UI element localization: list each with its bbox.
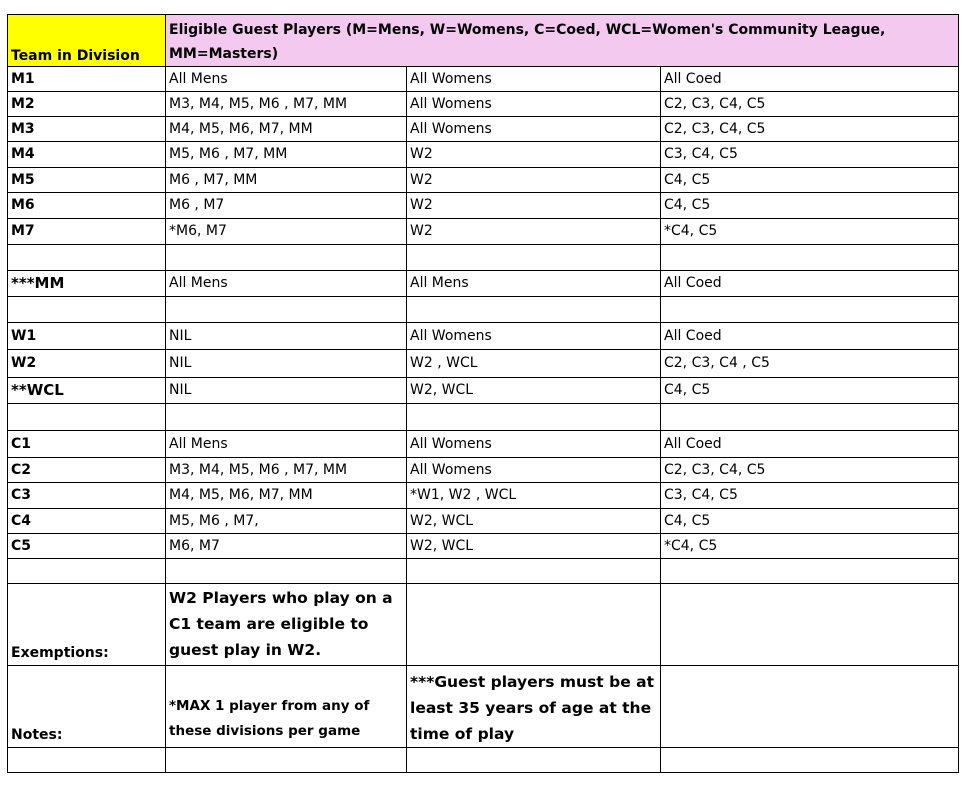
division-cell <box>8 559 166 584</box>
table-row-wcl <box>8 378 959 404</box>
eligible-guest-players-header: Eligible Guest Players (M=Mens, W=Womens, C=Coed, WCL=Women's Community League, MM=Masters) <box>166 15 959 67</box>
mens-eligible-cell: M3, M4, M5, M6 , M7, MM <box>166 458 407 483</box>
womens-eligible-cell: W2 <box>407 219 661 245</box>
division-cell <box>8 245 166 271</box>
coed-eligible-cell: *C4, C5 <box>661 534 959 559</box>
age-requirement-note: ***Guest players must be at least 35 years of age at the time of play <box>407 666 661 748</box>
coed-eligible-cell: C4, C5 <box>661 168 959 193</box>
womens-eligible-cell: W2 , WCL <box>407 350 661 378</box>
mens-eligible-cell: All Mens <box>166 67 407 92</box>
table-row-c2 <box>8 458 959 483</box>
division-cell: C3 <box>8 483 166 509</box>
coed-eligible-cell <box>661 559 959 584</box>
empty-cell <box>407 748 661 773</box>
table-row-m6 <box>8 193 959 219</box>
mens-eligible-cell: M5, M6 , M7, MM <box>166 142 407 168</box>
coed-eligible-cell: C2, C3, C4, C5 <box>661 92 959 117</box>
exemptions-label: Exemptions: <box>8 584 166 666</box>
empty-cell <box>8 748 166 773</box>
mens-eligible-cell <box>166 245 407 271</box>
coed-eligible-cell: C4, C5 <box>661 509 959 534</box>
table-row-c5 <box>8 534 959 559</box>
mens-eligible-cell: M4, M5, M6, M7, MM <box>166 483 407 509</box>
exemptions-text: W2 Players who play on a C1 team are eligible to guest play in W2. <box>166 584 407 666</box>
table-row-mm <box>8 271 959 297</box>
table-row-w1 <box>8 323 959 350</box>
womens-eligible-cell <box>407 559 661 584</box>
mens-eligible-cell <box>166 404 407 431</box>
team-in-division-header: Team in Division <box>8 15 166 67</box>
coed-eligible-cell: All Coed <box>661 431 959 458</box>
table-row-m2 <box>8 92 959 117</box>
division-cell: M2 <box>8 92 166 117</box>
mens-eligible-cell: All Mens <box>166 271 407 297</box>
division-cell: M1 <box>8 67 166 92</box>
mens-eligible-cell: M6, M7 <box>166 534 407 559</box>
table-row-m4 <box>8 142 959 168</box>
mens-eligible-cell: M5, M6 , M7, <box>166 509 407 534</box>
coed-eligible-cell: All Coed <box>661 67 959 92</box>
division-cell: M6 <box>8 193 166 219</box>
max-player-note: *MAX 1 player from any of these divisions per game <box>166 666 407 748</box>
table-body <box>8 15 959 773</box>
mens-eligible-cell: M6 , M7 <box>166 193 407 219</box>
exemptions-row <box>8 584 959 666</box>
division-cell: W1 <box>8 323 166 350</box>
coed-eligible-cell: All Coed <box>661 323 959 350</box>
womens-eligible-cell: *W1, W2 , WCL <box>407 483 661 509</box>
coed-eligible-cell: C3, C4, C5 <box>661 142 959 168</box>
womens-eligible-cell: All Mens <box>407 271 661 297</box>
mens-eligible-cell: All Mens <box>166 431 407 458</box>
womens-eligible-cell: W2, WCL <box>407 534 661 559</box>
womens-eligible-cell <box>407 297 661 323</box>
table-row-m3 <box>8 117 959 142</box>
womens-eligible-cell: All Womens <box>407 458 661 483</box>
division-cell: C4 <box>8 509 166 534</box>
table-row-m7 <box>8 219 959 245</box>
division-cell: M5 <box>8 168 166 193</box>
division-cell <box>8 297 166 323</box>
mens-eligible-cell: NIL <box>166 378 407 404</box>
coed-eligible-cell: C4, C5 <box>661 193 959 219</box>
empty-cell <box>661 584 959 666</box>
coed-eligible-cell: C2, C3, C4 , C5 <box>661 350 959 378</box>
womens-eligible-cell: All Womens <box>407 117 661 142</box>
division-cell: C2 <box>8 458 166 483</box>
spacer-row <box>8 404 959 431</box>
notes-row <box>8 666 959 748</box>
coed-eligible-cell: C2, C3, C4, C5 <box>661 117 959 142</box>
table-row-c3 <box>8 483 959 509</box>
division-cell: ***MM <box>8 271 166 297</box>
division-cell: C5 <box>8 534 166 559</box>
womens-eligible-cell: W2 <box>407 193 661 219</box>
empty-cell <box>166 748 407 773</box>
guest-player-eligibility-table <box>7 14 959 773</box>
empty-cell <box>407 584 661 666</box>
table-row-m1 <box>8 67 959 92</box>
division-cell: W2 <box>8 350 166 378</box>
table-row-m5 <box>8 168 959 193</box>
spacer-row <box>8 245 959 271</box>
coed-eligible-cell <box>661 297 959 323</box>
mens-eligible-cell: M3, M4, M5, M6 , M7, MM <box>166 92 407 117</box>
division-cell: M4 <box>8 142 166 168</box>
womens-eligible-cell: All Womens <box>407 431 661 458</box>
empty-cell <box>661 748 959 773</box>
coed-eligible-cell: *C4, C5 <box>661 219 959 245</box>
womens-eligible-cell: W2 <box>407 142 661 168</box>
spacer-row <box>8 559 959 584</box>
spacer-row <box>8 297 959 323</box>
table-row-w2 <box>8 350 959 378</box>
womens-eligible-cell <box>407 404 661 431</box>
table-row-c1 <box>8 431 959 458</box>
table-row-c4 <box>8 509 959 534</box>
womens-eligible-cell: All Womens <box>407 92 661 117</box>
womens-eligible-cell <box>407 245 661 271</box>
mens-eligible-cell: M4, M5, M6, M7, MM <box>166 117 407 142</box>
mens-eligible-cell <box>166 297 407 323</box>
coed-eligible-cell: C4, C5 <box>661 378 959 404</box>
division-cell: C1 <box>8 431 166 458</box>
mens-eligible-cell: NIL <box>166 323 407 350</box>
womens-eligible-cell: All Womens <box>407 67 661 92</box>
coed-eligible-cell <box>661 404 959 431</box>
division-cell: **WCL <box>8 378 166 404</box>
notes-label: Notes: <box>8 666 166 748</box>
division-cell <box>8 404 166 431</box>
mens-eligible-cell <box>166 559 407 584</box>
womens-eligible-cell: W2, WCL <box>407 378 661 404</box>
womens-eligible-cell: All Womens <box>407 323 661 350</box>
coed-eligible-cell <box>661 245 959 271</box>
coed-eligible-cell: All Coed <box>661 271 959 297</box>
mens-eligible-cell: M6 , M7, MM <box>166 168 407 193</box>
coed-eligible-cell: C3, C4, C5 <box>661 483 959 509</box>
womens-eligible-cell: W2, WCL <box>407 509 661 534</box>
mens-eligible-cell: NIL <box>166 350 407 378</box>
mens-eligible-cell: *M6, M7 <box>166 219 407 245</box>
empty-cell <box>661 666 959 748</box>
womens-eligible-cell: W2 <box>407 168 661 193</box>
header-row <box>8 15 959 67</box>
coed-eligible-cell: C2, C3, C4, C5 <box>661 458 959 483</box>
division-cell: M3 <box>8 117 166 142</box>
division-cell: M7 <box>8 219 166 245</box>
spacer-row <box>8 748 959 773</box>
